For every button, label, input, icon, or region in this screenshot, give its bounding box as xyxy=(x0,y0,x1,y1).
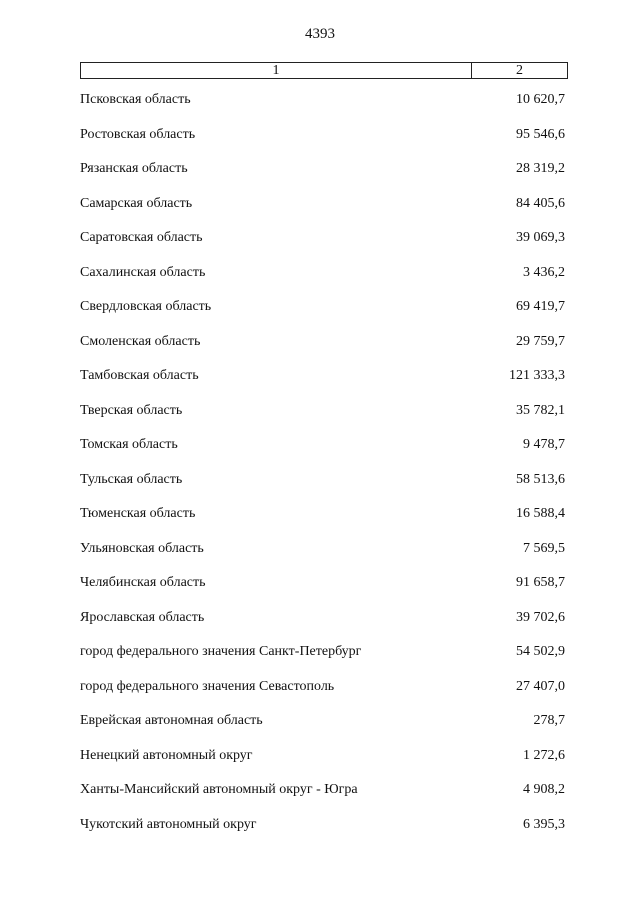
table-row xyxy=(80,539,565,574)
region-name: Сахалинская область xyxy=(80,264,206,280)
region-name: Псковская область xyxy=(80,92,191,107)
table-row xyxy=(80,435,565,470)
region-name: Чукотский автономный округ xyxy=(80,816,257,832)
region-name: Ненецкий автономный округ xyxy=(80,747,253,763)
region-value: 3 436,2 xyxy=(523,264,565,280)
region-name: Саратовская область xyxy=(80,230,203,245)
table-row xyxy=(80,815,565,850)
region-name: Свердловская область xyxy=(80,299,212,314)
region-name: Смоленская область xyxy=(80,333,201,349)
region-name: Тамбовская область xyxy=(80,368,199,383)
region-name: город федерального значения Санкт-Петербург xyxy=(80,644,362,659)
region-name: Ульяновская область xyxy=(80,540,204,556)
table-row xyxy=(80,228,565,263)
region-value: 6 395,3 xyxy=(523,816,565,832)
region-value: 27 407,0 xyxy=(516,678,565,694)
region-value: 121 333,3 xyxy=(509,368,565,383)
region-name: Томская область xyxy=(80,437,178,452)
region-name: Ханты-Мансийский автономный округ - Югра xyxy=(80,782,358,797)
region-value: 91 658,7 xyxy=(516,575,565,590)
region-name: Ростовская область xyxy=(80,126,196,142)
region-value: 58 513,6 xyxy=(516,471,565,487)
table-row xyxy=(80,677,565,712)
table-body xyxy=(80,90,565,849)
region-value: 278,7 xyxy=(533,713,565,728)
region-name: Еврейская автономная область xyxy=(80,713,263,728)
table-row xyxy=(80,90,565,125)
region-value: 35 782,1 xyxy=(516,402,565,418)
table-row xyxy=(80,159,565,194)
header-column-1: 1 xyxy=(81,63,472,78)
table-row xyxy=(80,125,565,160)
region-value: 39 069,3 xyxy=(516,230,565,245)
table-row xyxy=(80,401,565,436)
table-row xyxy=(80,297,565,332)
region-value: 84 405,6 xyxy=(516,195,565,211)
region-name: Тверская область xyxy=(80,402,183,418)
table-row xyxy=(80,332,565,367)
table-row xyxy=(80,608,565,643)
table-row xyxy=(80,711,565,746)
region-name: Ярославская область xyxy=(80,609,205,625)
region-name: Челябинская область xyxy=(80,575,206,590)
region-value: 4 908,2 xyxy=(523,782,565,797)
header-column-2: 2 xyxy=(516,63,523,78)
region-value: 9 478,7 xyxy=(523,437,565,452)
region-value: 16 588,4 xyxy=(516,506,565,521)
table-row xyxy=(80,642,565,677)
region-value: 69 419,7 xyxy=(516,299,565,314)
region-value: 7 569,5 xyxy=(523,540,565,556)
table-row xyxy=(80,194,565,229)
table-row xyxy=(80,780,565,815)
region-value: 29 759,7 xyxy=(516,333,565,349)
table-row xyxy=(80,573,565,608)
region-value: 54 502,9 xyxy=(516,644,565,659)
region-value: 95 546,6 xyxy=(516,126,565,142)
region-name: Самарская область xyxy=(80,195,193,211)
table-header xyxy=(80,62,568,79)
region-value: 39 702,6 xyxy=(516,609,565,625)
region-value: 1 272,6 xyxy=(523,747,565,763)
region-name: Рязанская область xyxy=(80,161,188,176)
region-value: 10 620,7 xyxy=(516,92,565,107)
table-row xyxy=(80,263,565,298)
region-name: Тюменская область xyxy=(80,506,196,521)
table-row xyxy=(80,366,565,401)
region-name: город федерального значения Севастополь xyxy=(80,678,335,694)
region-value: 28 319,2 xyxy=(516,161,565,176)
table-row xyxy=(80,746,565,781)
table-row xyxy=(80,470,565,505)
page-number: 4393 xyxy=(305,26,335,42)
region-name: Тульская область xyxy=(80,471,183,487)
table-row xyxy=(80,504,565,539)
